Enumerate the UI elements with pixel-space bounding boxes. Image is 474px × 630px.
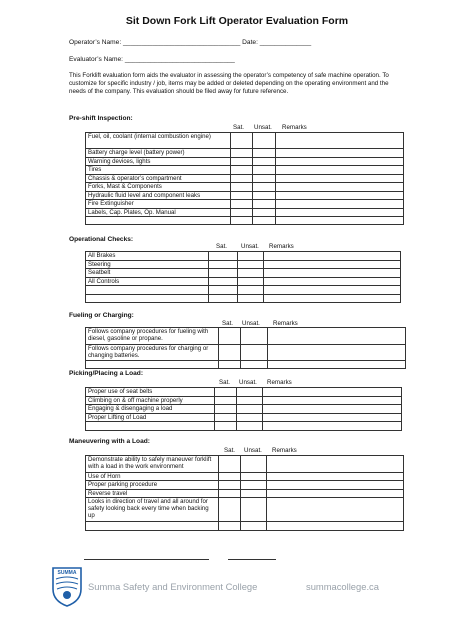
- col-remarks: Remarks: [267, 379, 292, 386]
- remarks-cell[interactable]: [263, 422, 402, 431]
- remarks-cell[interactable]: [276, 208, 404, 217]
- item-label: [86, 422, 215, 431]
- col-unsat: Unsat.: [254, 124, 272, 131]
- table-row: [86, 277, 401, 286]
- unsat-cell[interactable]: [238, 277, 264, 286]
- logo-text: SUMMA: [57, 570, 77, 576]
- table-row: [86, 328, 406, 345]
- sat-cell[interactable]: [209, 269, 238, 278]
- remarks-cell[interactable]: [264, 269, 401, 278]
- unsat-cell[interactable]: [238, 269, 264, 278]
- table-row: [86, 413, 402, 422]
- unsat-cell[interactable]: [253, 166, 276, 175]
- remarks-cell[interactable]: [276, 133, 404, 149]
- sat-cell[interactable]: [215, 413, 237, 422]
- signature-line[interactable]: [84, 559, 209, 560]
- operational-table: [85, 251, 401, 303]
- item-label: Chassis & operator’s compartment: [86, 174, 231, 183]
- item-label: Reverse travel: [86, 489, 219, 498]
- remarks-cell[interactable]: [264, 252, 401, 261]
- item-label: Use of Horn: [86, 472, 219, 481]
- table-row: [86, 472, 404, 481]
- item-label: Forks, Mast & Components: [86, 183, 231, 192]
- col-sat: Sat.: [224, 447, 236, 454]
- remarks-cell[interactable]: [267, 498, 404, 522]
- remarks-cell[interactable]: [276, 217, 404, 225]
- item-label: Labels, Cap. Plates, Op. Manual: [86, 208, 231, 217]
- unsat-cell[interactable]: [237, 405, 263, 414]
- unsat-cell[interactable]: [253, 149, 276, 158]
- col-sat: Sat.: [233, 124, 245, 131]
- sat-cell[interactable]: [219, 489, 241, 498]
- col-unsat: Unsat.: [242, 320, 260, 327]
- table-row: [86, 157, 404, 166]
- unsat-cell[interactable]: [241, 498, 267, 522]
- unsat-cell[interactable]: [241, 361, 268, 369]
- section-title-operational: Operational Checks:: [69, 236, 134, 243]
- unsat-cell[interactable]: [253, 133, 276, 149]
- item-label: Tires: [86, 166, 231, 175]
- sat-cell[interactable]: [215, 388, 237, 397]
- sat-cell[interactable]: [215, 396, 237, 405]
- item-label: Proper Lifting of Load: [86, 413, 215, 422]
- unsat-cell[interactable]: [237, 413, 263, 422]
- operator-name-field: Operator’s Name: ________________________________ Date: ______________: [69, 39, 312, 46]
- sat-cell[interactable]: [231, 208, 253, 217]
- remarks-cell[interactable]: [264, 260, 401, 269]
- unsat-cell[interactable]: [238, 252, 264, 261]
- remarks-cell[interactable]: [267, 472, 404, 481]
- table-row: [86, 149, 404, 158]
- item-label: Proper parking procedure: [86, 481, 219, 490]
- item-label: Battery charge level (battery power): [86, 149, 231, 158]
- sat-cell[interactable]: [219, 344, 241, 361]
- item-label: Proper use of seat belts: [86, 388, 215, 397]
- sat-cell[interactable]: [231, 183, 253, 192]
- item-label: Steering: [86, 260, 209, 269]
- sat-cell[interactable]: [231, 166, 253, 175]
- item-label: Fuel, oil, coolant (internal combustion engine): [86, 133, 231, 149]
- sat-cell[interactable]: [231, 200, 253, 209]
- sat-cell[interactable]: [231, 174, 253, 183]
- sat-cell[interactable]: [219, 328, 241, 345]
- item-label: [86, 361, 219, 369]
- unsat-cell[interactable]: [253, 217, 276, 225]
- item-label: [86, 294, 209, 303]
- remarks-cell[interactable]: [267, 522, 404, 531]
- sat-cell[interactable]: [219, 498, 241, 522]
- table-row: [86, 344, 406, 361]
- table-row: [86, 361, 406, 369]
- unsat-cell[interactable]: [237, 388, 263, 397]
- sat-cell[interactable]: [209, 294, 238, 303]
- unsat-cell[interactable]: [253, 191, 276, 200]
- col-remarks: Remarks: [282, 124, 307, 131]
- remarks-cell[interactable]: [267, 489, 404, 498]
- unsat-cell[interactable]: [241, 522, 267, 531]
- unsat-cell[interactable]: [241, 481, 267, 490]
- sat-cell[interactable]: [231, 217, 253, 225]
- remarks-cell[interactable]: [264, 277, 401, 286]
- item-label: [86, 217, 231, 225]
- item-label: Fire Extinguisher: [86, 200, 231, 209]
- item-label: All Brakes: [86, 252, 209, 261]
- table-row: [86, 522, 404, 531]
- col-unsat: Unsat.: [239, 379, 257, 386]
- item-label: Demonstrate ability to safely maneuver forklift with a load in the work environment: [86, 456, 219, 473]
- unsat-cell[interactable]: [241, 344, 268, 361]
- sat-cell[interactable]: [215, 405, 237, 414]
- table-row: [86, 208, 404, 217]
- remarks-cell[interactable]: [267, 481, 404, 490]
- unsat-cell[interactable]: [241, 456, 267, 473]
- summa-logo: [51, 563, 83, 607]
- table-row: [86, 183, 404, 192]
- sat-cell[interactable]: [209, 277, 238, 286]
- item-label: Warning devices, lights: [86, 157, 231, 166]
- remarks-cell[interactable]: [268, 344, 406, 361]
- table-row: [86, 294, 401, 303]
- table-row: [86, 498, 404, 522]
- unsat-cell[interactable]: [253, 174, 276, 183]
- sat-cell[interactable]: [231, 149, 253, 158]
- remarks-cell[interactable]: [276, 200, 404, 209]
- evaluator-name-field: Evaluator’s Name: ______________________________: [69, 56, 235, 63]
- sat-cell[interactable]: [219, 456, 241, 473]
- table-row: [86, 286, 401, 295]
- sat-cell[interactable]: [209, 286, 238, 295]
- sat-cell[interactable]: [219, 472, 241, 481]
- col-sat: Sat.: [219, 379, 231, 386]
- table-row: [86, 456, 404, 473]
- sat-cell[interactable]: [219, 522, 241, 531]
- sat-cell[interactable]: [231, 191, 253, 200]
- unsat-cell[interactable]: [238, 294, 264, 303]
- table-row: [86, 422, 402, 431]
- col-sat: Sat.: [222, 320, 234, 327]
- unsat-cell[interactable]: [237, 396, 263, 405]
- remarks-cell[interactable]: [276, 166, 404, 175]
- remarks-cell[interactable]: [276, 174, 404, 183]
- table-row: [86, 191, 404, 200]
- remarks-cell[interactable]: [276, 149, 404, 158]
- remarks-cell[interactable]: [268, 328, 406, 345]
- sat-cell[interactable]: [219, 361, 241, 369]
- remarks-cell[interactable]: [264, 294, 401, 303]
- item-label: Follows company procedures for fueling with diesel, gasoline or propane.: [86, 328, 219, 345]
- item-label: Seatbelt: [86, 269, 209, 278]
- intro-paragraph: This Forklift evaluation form aids the evaluator in assessing the operator’s competency of safe machine operation. To customize for specific industry / job, items may be added or deleted depending on the operating environment and the needs of the company. This evaluation should be filed away for future reference.: [69, 72, 389, 96]
- remarks-cell[interactable]: [263, 388, 402, 397]
- remarks-cell[interactable]: [276, 183, 404, 192]
- table-row: [86, 405, 402, 414]
- unsat-cell[interactable]: [241, 489, 267, 498]
- col-sat: Sat.: [216, 243, 228, 250]
- table-row: [86, 269, 401, 278]
- col-unsat: Unsat.: [244, 447, 262, 454]
- item-label: All Controls: [86, 277, 209, 286]
- unsat-cell[interactable]: [238, 260, 264, 269]
- col-remarks: Remarks: [273, 320, 298, 327]
- section-title-picking: Picking/Placing a Load:: [69, 370, 144, 377]
- remarks-cell[interactable]: [268, 361, 406, 369]
- item-label: Follows company procedures for charging or changing batteries.: [86, 344, 219, 361]
- table-row: [86, 260, 401, 269]
- form-title: Sit Down Fork Lift Operator Evaluation Form: [125, 15, 349, 27]
- table-row: [86, 200, 404, 209]
- remarks-cell[interactable]: [263, 396, 402, 405]
- table-row: [86, 174, 404, 183]
- table-row: [86, 166, 404, 175]
- section-title-fueling: Fueling or Charging:: [69, 312, 134, 319]
- table-row: [86, 396, 402, 405]
- unsat-cell[interactable]: [241, 472, 267, 481]
- picking-table: [85, 387, 402, 431]
- sat-cell[interactable]: [215, 422, 237, 431]
- sat-cell[interactable]: [209, 252, 238, 261]
- table-row: [86, 252, 401, 261]
- sat-cell[interactable]: [209, 260, 238, 269]
- sat-cell[interactable]: [231, 157, 253, 166]
- col-unsat: Unsat.: [241, 243, 259, 250]
- table-row: [86, 388, 402, 397]
- sat-cell[interactable]: [219, 481, 241, 490]
- maneuvering-table: [85, 455, 404, 531]
- item-label: Climbing on & off machine properly: [86, 396, 215, 405]
- item-label: [86, 286, 209, 295]
- table-row: [86, 217, 404, 225]
- remarks-cell[interactable]: [276, 157, 404, 166]
- col-remarks: Remarks: [269, 243, 294, 250]
- table-row: [86, 489, 404, 498]
- sat-cell[interactable]: [231, 133, 253, 149]
- item-label: [86, 522, 219, 531]
- fueling-table: [85, 327, 406, 369]
- table-row: [86, 133, 404, 149]
- item-label: Engaging & disengaging a load: [86, 405, 215, 414]
- unsat-cell[interactable]: [253, 200, 276, 209]
- unsat-cell[interactable]: [253, 208, 276, 217]
- remarks-cell[interactable]: [264, 286, 401, 295]
- remarks-cell[interactable]: [263, 413, 402, 422]
- unsat-cell[interactable]: [237, 422, 263, 431]
- college-website[interactable]: summacollege.ca: [306, 581, 379, 592]
- table-row: [86, 481, 404, 490]
- remarks-cell[interactable]: [276, 191, 404, 200]
- date-line[interactable]: [228, 559, 276, 560]
- item-label: Hydraulic fluid level and component leaks: [86, 191, 231, 200]
- remarks-cell[interactable]: [263, 405, 402, 414]
- section-title-maneuvering: Maneuvering with a Load:: [69, 438, 150, 445]
- section-title-preshift: Pre-shift Inspection:: [69, 115, 133, 122]
- unsat-cell[interactable]: [241, 328, 268, 345]
- unsat-cell[interactable]: [253, 157, 276, 166]
- college-name: Summa Safety and Environment College: [88, 581, 258, 592]
- item-label: Looks in direction of travel and all around for safety looking back every time when backing up: [86, 498, 219, 522]
- col-remarks: Remarks: [272, 447, 297, 454]
- preshift-table: [85, 132, 404, 225]
- remarks-cell[interactable]: [267, 456, 404, 473]
- unsat-cell[interactable]: [238, 286, 264, 295]
- unsat-cell[interactable]: [253, 183, 276, 192]
